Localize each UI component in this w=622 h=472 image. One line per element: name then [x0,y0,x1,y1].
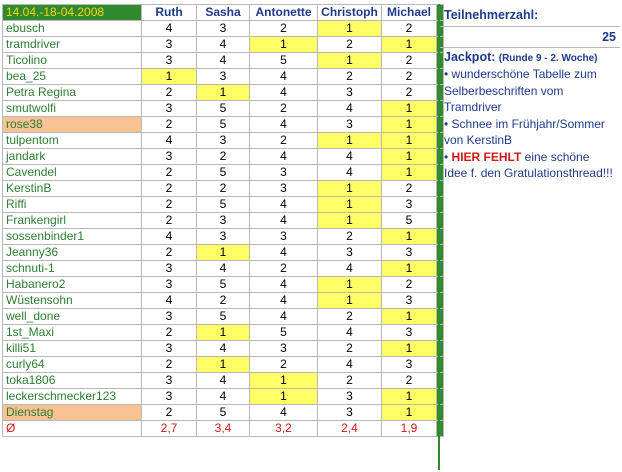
score-cell-michael[interactable]: 2 [382,21,437,37]
table-row [3,133,444,149]
score-cell-sasha[interactable]: 5 [197,165,250,181]
score-cell-antonette[interactable]: 4 [250,277,318,293]
score-cell-sasha[interactable]: 3 [197,69,250,85]
score-cell-antonette[interactable]: 4 [250,245,318,261]
score-cell-christoph[interactable]: 4 [318,149,382,165]
score-cell-antonette[interactable]: 3 [250,341,318,357]
score-cell-ruth[interactable]: 3 [142,261,197,277]
score-cell-christoph[interactable]: 3 [318,389,382,405]
score-cell-michael[interactable]: 1 [382,101,437,117]
participant-name[interactable]: killi51 [3,341,142,357]
score-cell-ruth[interactable]: 2 [142,405,197,421]
score-cell-sasha[interactable]: 1 [197,325,250,341]
score-cell-antonette[interactable]: 2 [250,101,318,117]
score-cell-ruth[interactable]: 4 [142,133,197,149]
average-michael[interactable]: 1,9 [382,421,437,437]
participant-name[interactable]: jandark [3,149,142,165]
score-rows [3,21,444,421]
score-cell-sasha[interactable]: 1 [197,245,250,261]
average-christoph[interactable]: 2,4 [318,421,382,437]
participant-name[interactable]: curly64 [3,357,142,373]
score-cell-christoph[interactable]: 2 [318,69,382,85]
score-cell-sasha[interactable]: 3 [197,21,250,37]
score-cell-ruth[interactable]: 3 [142,101,197,117]
table-row [3,325,444,341]
score-cell-christoph[interactable]: 2 [318,229,382,245]
column-header-sasha[interactable]: Sasha [197,5,250,21]
score-cell-antonette[interactable]: 2 [250,261,318,277]
score-cell-michael[interactable]: 3 [382,197,437,213]
score-cell-sasha[interactable]: 1 [197,357,250,373]
average-antonette[interactable]: 3,2 [250,421,318,437]
score-cell-christoph[interactable]: 1 [318,53,382,69]
score-cell-antonette[interactable]: 1 [250,389,318,405]
score-cell-ruth[interactable]: 4 [142,293,197,309]
table-row [3,85,444,101]
score-cell-michael[interactable]: 3 [382,293,437,309]
score-cell-ruth[interactable]: 3 [142,149,197,165]
table-row [3,53,444,69]
score-cell-ruth[interactable]: 2 [142,245,197,261]
score-cell-michael[interactable]: 1 [382,341,437,357]
score-cell-antonette[interactable]: 1 [250,37,318,53]
score-cell-christoph[interactable]: 1 [318,293,382,309]
score-cell-michael[interactable]: 3 [382,357,437,373]
participant-name[interactable]: smutwolfi [3,101,142,117]
score-cell-christoph[interactable]: 1 [318,197,382,213]
score-table [2,4,444,437]
participant-name[interactable]: tramdriver [3,37,142,53]
participant-name[interactable]: Petra Regina [3,85,142,101]
average-row [3,421,444,437]
jackpot-list [440,66,620,182]
score-cell-sasha[interactable]: 5 [197,405,250,421]
participant-name[interactable]: Cavendel [3,165,142,181]
score-cell-antonette[interactable]: 4 [250,293,318,309]
participant-name[interactable]: schnuti-1 [3,261,142,277]
score-cell-ruth[interactable]: 2 [142,85,197,101]
score-cell-antonette[interactable]: 1 [250,373,318,389]
table-row [3,181,444,197]
score-cell-sasha[interactable]: 4 [197,53,250,69]
score-cell-christoph[interactable]: 3 [318,245,382,261]
date-range-cell[interactable]: 14.04.-18-04.2008 [3,5,142,21]
score-cell-christoph[interactable]: 2 [318,37,382,53]
participant-name[interactable]: well_done [3,309,142,325]
score-cell-antonette[interactable]: 4 [250,213,318,229]
score-cell-antonette[interactable]: 5 [250,53,318,69]
jackpot-heading[interactable] [440,48,620,64]
score-cell-christoph[interactable]: 2 [318,341,382,357]
participant-name[interactable]: sossenbinder1 [3,229,142,245]
score-cell-sasha[interactable]: 3 [197,133,250,149]
participant-name[interactable]: toka1806 [3,373,142,389]
score-cell-ruth[interactable]: 3 [142,37,197,53]
info-panel [438,4,620,470]
table-row [3,21,444,37]
score-cell-michael[interactable]: 1 [382,309,437,325]
jackpot-item-text: eine schöne Idee f. den Gratulationsthread!!! [444,149,613,180]
score-cell-ruth[interactable]: 2 [142,325,197,341]
column-header-ruth[interactable]: Ruth [142,5,197,21]
score-cell-christoph[interactable]: 4 [318,261,382,277]
score-cell-christoph[interactable]: 1 [318,181,382,197]
score-cell-christoph[interactable]: 4 [318,165,382,181]
score-cell-antonette[interactable]: 4 [250,197,318,213]
score-cell-ruth[interactable]: 3 [142,341,197,357]
score-cell-ruth[interactable]: 3 [142,309,197,325]
table-row [3,389,444,405]
score-cell-christoph[interactable]: 1 [318,21,382,37]
score-cell-ruth[interactable]: 3 [142,373,197,389]
participant-name[interactable]: Riffi [3,197,142,213]
score-cell-sasha[interactable]: 4 [197,37,250,53]
score-cell-michael[interactable]: 1 [382,229,437,245]
score-cell-michael[interactable]: 3 [382,325,437,341]
jackpot-round: (Runde 9 - 2. Woche) [498,53,598,64]
participant-count-value[interactable]: 25 [440,27,620,48]
score-cell-antonette[interactable]: 4 [250,85,318,101]
score-cell-sasha[interactable]: 3 [197,213,250,229]
score-cell-michael[interactable]: 1 [382,389,437,405]
score-cell-antonette[interactable]: 2 [250,133,318,149]
score-cell-michael[interactable]: 2 [382,277,437,293]
table-row [3,213,444,229]
score-cell-christoph[interactable]: 2 [318,309,382,325]
score-cell-sasha[interactable]: 4 [197,389,250,405]
score-cell-sasha[interactable]: 2 [197,293,250,309]
participant-name[interactable]: Jeanny36 [3,245,142,261]
table-row [3,117,444,133]
column-header-christoph[interactable]: Christoph [318,5,382,21]
score-cell-ruth[interactable]: 3 [142,277,197,293]
bullet-glyph: • [444,149,449,164]
score-cell-ruth[interactable]: 3 [142,389,197,405]
score-cell-michael[interactable]: 1 [382,117,437,133]
score-cell-michael[interactable]: 2 [382,53,437,69]
participant-name[interactable]: Habanero2 [3,277,142,293]
table-row [3,229,444,245]
score-cell-antonette[interactable]: 3 [250,229,318,245]
score-cell-sasha[interactable]: 5 [197,101,250,117]
score-cell-michael[interactable]: 1 [382,37,437,53]
score-cell-sasha[interactable]: 4 [197,261,250,277]
score-cell-ruth[interactable]: 4 [142,21,197,37]
participant-name[interactable]: Dienstag [3,405,142,421]
table-row [3,37,444,53]
score-cell-sasha[interactable]: 4 [197,341,250,357]
participant-name[interactable]: tulpentom [3,133,142,149]
score-cell-christoph[interactable]: 3 [318,117,382,133]
score-cell-sasha[interactable]: 3 [197,229,250,245]
table-row [3,69,444,85]
score-table-region [2,4,444,437]
score-cell-antonette[interactable]: 2 [250,21,318,37]
score-cell-michael[interactable]: 2 [382,69,437,85]
table-row [3,309,444,325]
score-cell-christoph[interactable]: 1 [318,213,382,229]
missing-alert: HIER FEHLT [451,149,522,164]
table-row [3,149,444,165]
score-cell-michael[interactable]: 3 [382,245,437,261]
table-row [3,101,444,117]
score-cell-antonette[interactable]: 4 [250,69,318,85]
score-cell-christoph[interactable]: 3 [318,85,382,101]
score-cell-ruth[interactable]: 2 [142,357,197,373]
score-cell-michael[interactable]: 1 [382,261,437,277]
table-row [3,165,444,181]
score-cell-sasha[interactable]: 1 [197,85,250,101]
table-row [3,357,444,373]
table-row [3,277,444,293]
score-cell-ruth[interactable]: 2 [142,181,197,197]
score-cell-sasha[interactable]: 5 [197,117,250,133]
participant-name[interactable]: 1st_Maxi [3,325,142,341]
score-cell-christoph[interactable]: 4 [318,325,382,341]
score-cell-antonette[interactable]: 3 [250,165,318,181]
score-cell-ruth[interactable]: 1 [142,69,197,85]
table-row [3,405,444,421]
score-cell-sasha[interactable]: 2 [197,181,250,197]
column-header-michael[interactable]: Michael [382,5,437,21]
participant-count-label[interactable]: Teilnehmerzahl: [440,4,620,27]
score-cell-antonette[interactable]: 5 [250,325,318,341]
jackpot-item: • wunderschöne Tabelle zum Selberbeschriften vom Tramdriver [444,67,597,114]
score-cell-ruth[interactable]: 2 [142,213,197,229]
score-cell-michael[interactable]: 2 [382,181,437,197]
score-cell-sasha[interactable]: 2 [197,149,250,165]
score-cell-christoph[interactable]: 2 [318,373,382,389]
score-cell-ruth[interactable]: 2 [142,117,197,133]
participant-name[interactable]: KerstinB [3,181,142,197]
score-cell-ruth[interactable]: 2 [142,165,197,181]
average-ruth[interactable]: 2,7 [142,421,197,437]
score-cell-christoph[interactable]: 1 [318,277,382,293]
column-header-antonette[interactable]: Antonette [250,5,318,21]
score-cell-michael[interactable]: 2 [382,85,437,101]
table-row [3,341,444,357]
table-row [3,245,444,261]
score-cell-sasha[interactable]: 4 [197,373,250,389]
table-row [3,373,444,389]
score-cell-christoph[interactable]: 4 [318,101,382,117]
participant-name[interactable]: rose38 [3,117,142,133]
score-cell-sasha[interactable]: 5 [197,277,250,293]
score-cell-antonette[interactable]: 4 [250,149,318,165]
score-cell-ruth[interactable]: 2 [142,197,197,213]
score-cell-michael[interactable]: 2 [382,373,437,389]
header-row [3,5,444,21]
score-cell-ruth[interactable]: 3 [142,53,197,69]
table-row [3,293,444,309]
average-label[interactable]: Ø [3,421,142,437]
score-cell-sasha[interactable]: 5 [197,197,250,213]
participant-name[interactable]: leckerschmecker123 [3,389,142,405]
score-cell-michael[interactable]: 1 [382,405,437,421]
jackpot-item: • Schnee im Frühjahr/Sommer von KerstinB [444,116,605,147]
jackpot-label: Jackpot: [444,50,496,64]
participant-name[interactable]: Frankengirl [3,213,142,229]
score-cell-antonette[interactable]: 4 [250,405,318,421]
score-cell-antonette[interactable]: 4 [250,117,318,133]
score-cell-antonette[interactable]: 2 [250,357,318,373]
score-cell-christoph[interactable]: 4 [318,357,382,373]
score-cell-sasha[interactable]: 5 [197,309,250,325]
table-row [3,261,444,277]
participant-name[interactable]: ebusch [3,21,142,37]
score-cell-christoph[interactable]: 3 [318,405,382,421]
score-cell-michael[interactable]: 1 [382,165,437,181]
participant-name[interactable]: Wüstensohn [3,293,142,309]
participant-name[interactable]: bea_25 [3,69,142,85]
table-row [3,197,444,213]
average-sasha[interactable]: 3,4 [197,421,250,437]
score-cell-antonette[interactable]: 4 [250,309,318,325]
score-cell-antonette[interactable]: 3 [250,181,318,197]
jackpot-item [444,149,616,182]
participant-name[interactable]: Ticolino [3,53,142,69]
score-cell-ruth[interactable]: 4 [142,229,197,245]
score-cell-christoph[interactable]: 1 [318,133,382,149]
score-cell-michael[interactable]: 1 [382,133,437,149]
score-cell-michael[interactable]: 1 [382,149,437,165]
score-cell-michael[interactable]: 5 [382,213,437,229]
